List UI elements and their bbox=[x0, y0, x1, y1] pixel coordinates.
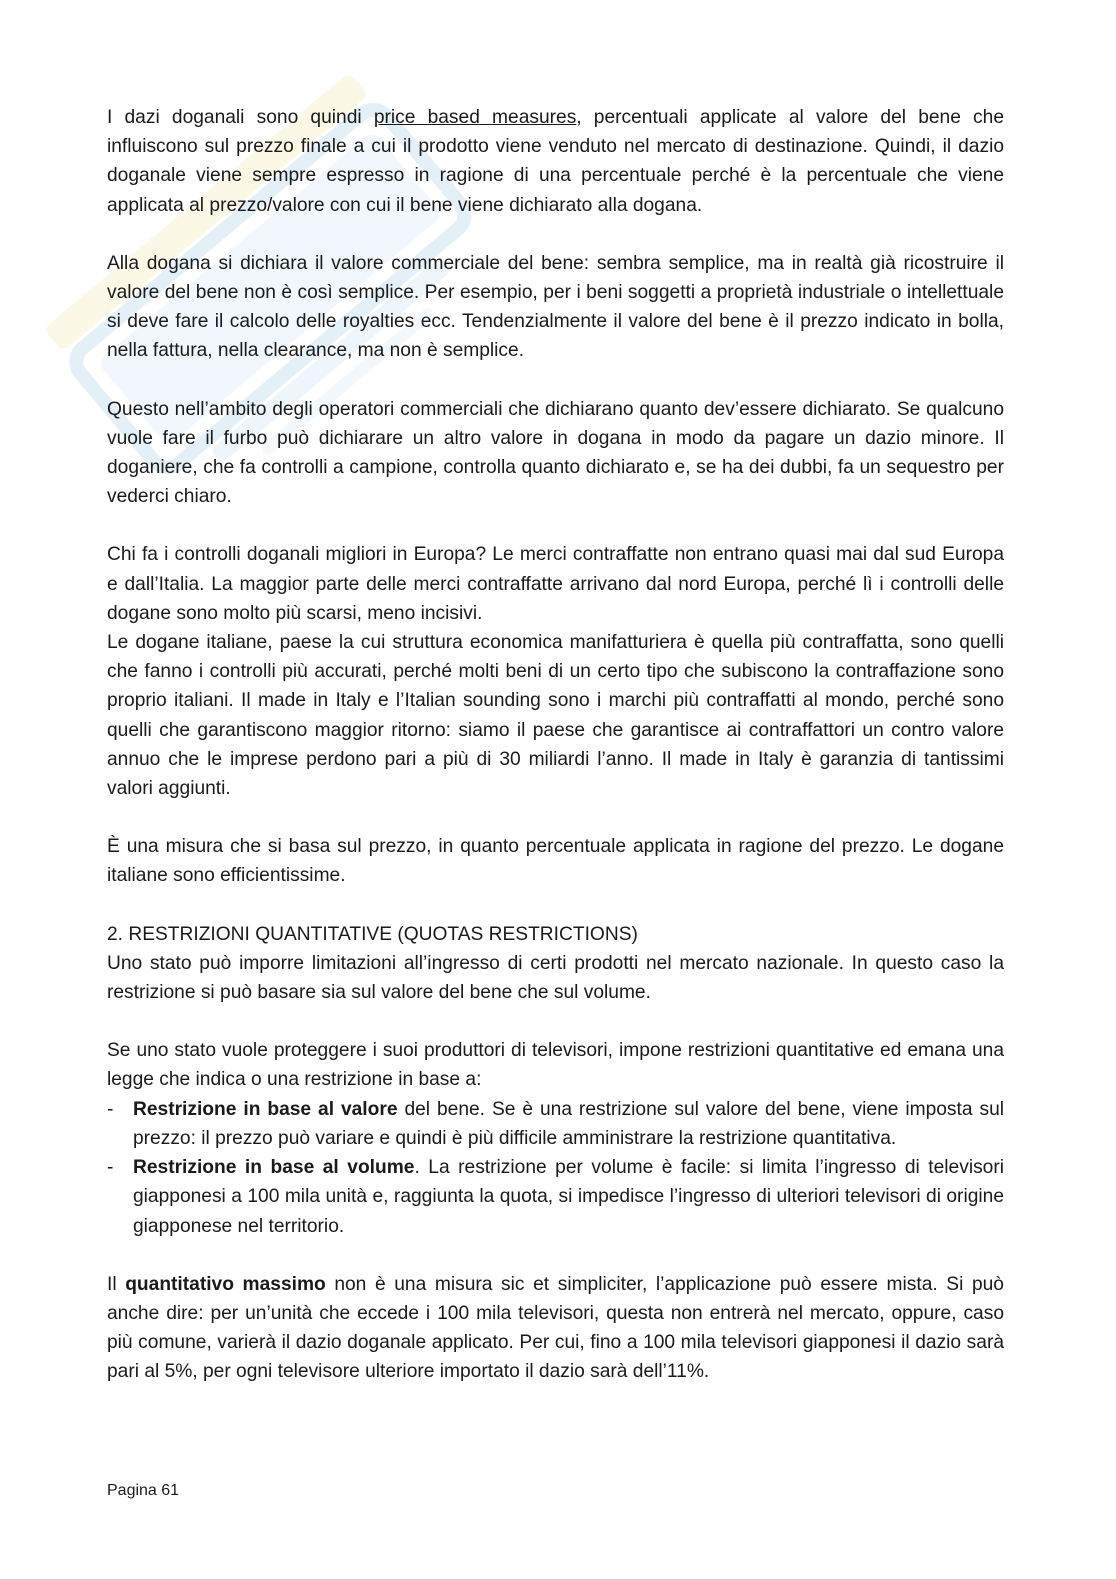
paragraph-operators: Questo nell’ambito degli operatori commerciali che dichiarano quanto dev’essere dichiarato. Se qualcuno vuole fare il furbo può dichiarare un altro valore in dogana in modo da pagare un dazio minore. Il doganiere, che fa controlli a campione, controlla quanto dichiarato e, se ha dei dubbi, fa un sequestro per vederci chiaro. bbox=[107, 398, 1004, 508]
list-item bbox=[107, 1095, 1004, 1153]
price-based-measures-term: price based measures bbox=[373, 107, 577, 128]
paragraph-price-measure: È una misura che si basa sul prezzo, in quanto percentuale applicata in ragione del prezzo. Le dogane italiane sono efficientissime. bbox=[107, 836, 1004, 887]
page-content bbox=[107, 103, 1004, 1416]
list-item bbox=[107, 1153, 1004, 1241]
dash-bullet: - bbox=[107, 1157, 114, 1179]
paragraph-max-quantity bbox=[107, 1270, 1004, 1387]
restriction-list bbox=[107, 1095, 1004, 1241]
section-heading: 2. RESTRIZIONI QUANTITATIVE (QUOTAS RESTRICTIONS) bbox=[107, 923, 638, 945]
paragraph-price-based bbox=[107, 103, 1004, 220]
paragraph-controls-europe: Chi fa i controlli doganali migliori in Europa? Le merci contraffatte non entrano quasi mai dal sud Europa e dall’Italia. La maggior parte delle merci contraffatte arrivano dal nord Europa, perché lì i controlli delle dogane sono molto più scarsi, meno incisivi. bbox=[107, 544, 1004, 624]
list-item-text: del bene. Se è una restrizione sul valore del bene, viene imposta sul prezzo: il prezzo può variare e quindi è più difficile amministrare la restrizione quantitativa. bbox=[133, 1098, 1005, 1149]
list-item-text: . La restrizione per volume è facile: si limita l’ingresso di televisori giapponesi a 100 mila unità e, raggiunta la quota, si impedisce l’ingresso di ulteriori televisori di origine giapponese nel territorio. bbox=[133, 1157, 1004, 1237]
paragraph-text: non è una misura sic et simpliciter, l’applicazione può essere mista. Si può anche dire: per un’unità che eccede i 100 mila televisori, questa non entrerà nel mercato, oppure, caso più comune, varierà il dazio doganale applicato. Per cui, fino a 100 mila televisori giapponesi il dazio sarà pari al 5%, per ogni televisore ulteriore importato il dazio sarà dell’11%. bbox=[107, 1273, 1004, 1383]
paragraph-text: I dazi doganali sono quindi bbox=[107, 107, 374, 128]
bold-term: quantitativo massimo bbox=[125, 1273, 326, 1295]
paragraph-text: Il bbox=[107, 1273, 126, 1295]
list-item-bold: Restrizione in base al valore bbox=[133, 1098, 398, 1120]
dash-bullet: - bbox=[107, 1098, 114, 1120]
paragraph-state-limits: Uno stato può imporre limitazioni all’ingresso di certi prodotti nel mercato nazionale. In questo caso la restrizione si può basare sia sul valore del bene che sul volume. bbox=[107, 952, 1004, 1004]
page-number: Pagina 61 bbox=[107, 1482, 180, 1499]
list-item-bold: Restrizione in base al volume bbox=[133, 1157, 415, 1179]
paragraph-customs-value: Alla dogana si dichiara il valore commerciale del bene: sembra semplice, ma in realtà già ricostruire il valore del bene non è così semplice. Per esempio, per i beni soggetti a proprietà industriale o intellettuale si deve fare il calcolo delle royalties ecc. Tendenzialmente il valore del bene è il prezzo indicato in bolla, nella fattura, nella clearance, ma non è semplice. bbox=[107, 252, 1004, 362]
paragraph-italian-customs: Le dogane italiane, paese la cui struttura economica manifatturiera è quella più contraffatta, sono quelli che fanno i controlli più accurati, perché molti beni di un certo tipo che subiscono la contraffazione sono proprio italiani. Il made in Italy e l’Italian sounding sono i marchi più contraffatti al mondo, perché sono quelli che garantiscono maggior ritorno: siamo il paese che garantisce ai contraffattori un contro valore annuo che le imprese perdono pari a più di 30 miliardi l’anno. Il made in Italy è garanzia di tantissimi valori aggiunti. bbox=[107, 632, 1004, 800]
paragraph-tv-example: Se uno stato vuole proteggere i suoi produttori di televisori, impone restrizioni quantitative ed emana una legge che indica o una restrizione in base a: bbox=[107, 1040, 1004, 1091]
paragraph-text: , percentuali applicate al valore del bene che influiscono sul prezzo finale a cui il prodotto viene venduto nel mercato di destinazione. Quindi, il dazio doganale viene sempre espresso in ragione di una percentuale perché è la percentuale che viene applicata al prezzo/valore con cui il bene viene dichiarato alla dogana. bbox=[107, 107, 1004, 216]
